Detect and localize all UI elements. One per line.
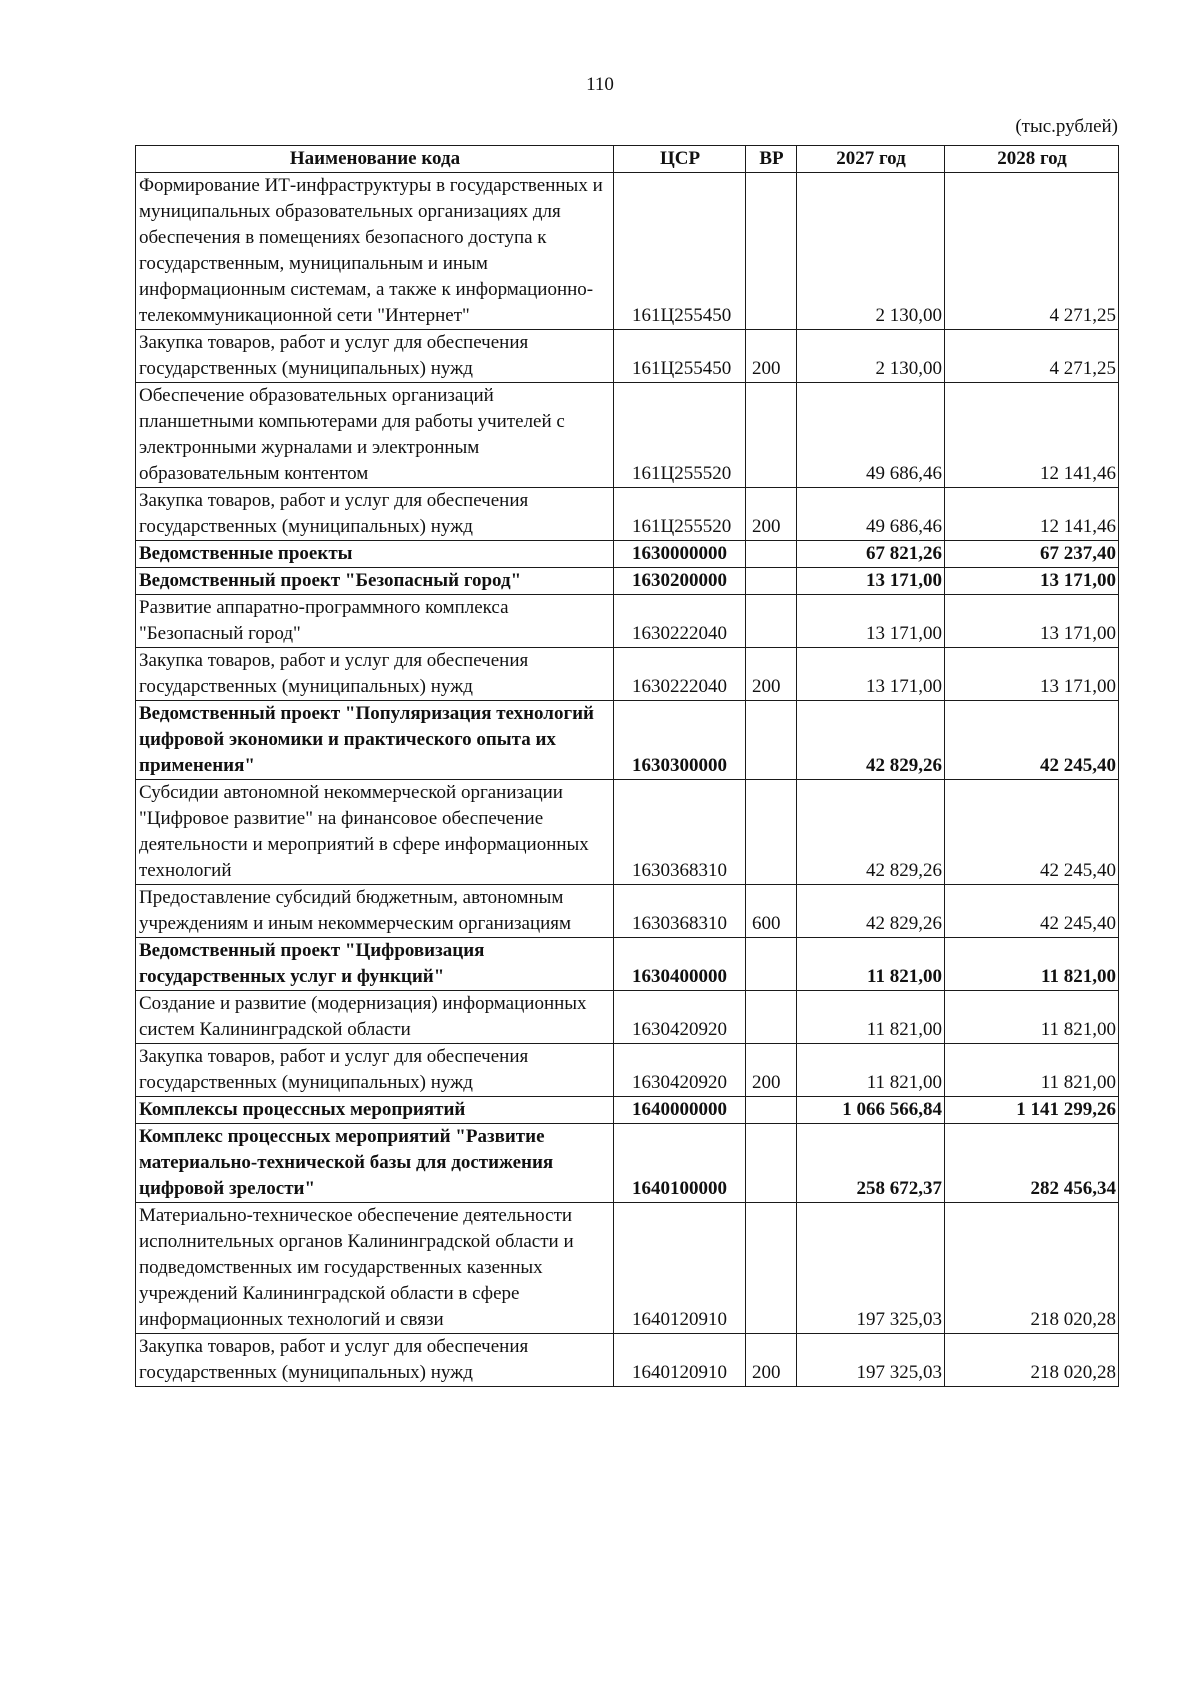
table-row <box>136 330 1119 383</box>
cell-2028: 1 141 299,26 <box>945 1097 1119 1124</box>
cell-2027: 13 171,00 <box>797 568 945 595</box>
table-row <box>136 488 1119 541</box>
table-row <box>136 595 1119 648</box>
cell-2028: 42 245,40 <box>945 885 1119 938</box>
cell-2027: 13 171,00 <box>797 595 945 648</box>
cell-vr <box>746 991 797 1044</box>
cell-name: Материально-техническое обеспечение деятельности исполнительных органов Калининградской области и подведомственных им государственных казенных учреждений Калининградской области в сфере информационных технологий и связи <box>136 1203 614 1334</box>
cell-csr: 1630368310 <box>614 885 746 938</box>
cell-2028: 12 141,46 <box>945 383 1119 488</box>
cell-2027: 11 821,00 <box>797 1044 945 1097</box>
cell-name: Формирование ИТ-инфраструктуры в государственных и муниципальных образовательных организациях для обеспечения в помещениях безопасного доступа к государственным, муниципальным и иным информационным системам, а также к информационно-телекоммуникационной сети "Интернет" <box>136 173 614 330</box>
cell-name: Развитие аппаратно-программного комплекса "Безопасный город" <box>136 595 614 648</box>
cell-vr <box>746 568 797 595</box>
table-header <box>136 146 1119 173</box>
cell-2027: 258 672,37 <box>797 1124 945 1203</box>
cell-name: Закупка товаров, работ и услуг для обеспечения государственных (муниципальных) нужд <box>136 488 614 541</box>
cell-2028: 42 245,40 <box>945 780 1119 885</box>
cell-2027: 1 066 566,84 <box>797 1097 945 1124</box>
cell-2027: 11 821,00 <box>797 991 945 1044</box>
cell-2028: 218 020,28 <box>945 1334 1119 1387</box>
table-row <box>136 173 1119 330</box>
cell-csr: 1630368310 <box>614 780 746 885</box>
table-row <box>136 885 1119 938</box>
cell-2028: 13 171,00 <box>945 595 1119 648</box>
table-row <box>136 1097 1119 1124</box>
cell-vr <box>746 1203 797 1334</box>
cell-2027: 2 130,00 <box>797 330 945 383</box>
cell-2027: 42 829,26 <box>797 885 945 938</box>
header-csr: ЦСР <box>614 146 746 173</box>
cell-2028: 11 821,00 <box>945 1044 1119 1097</box>
cell-2028: 218 020,28 <box>945 1203 1119 1334</box>
cell-2027: 197 325,03 <box>797 1203 945 1334</box>
cell-vr <box>746 938 797 991</box>
cell-2027: 42 829,26 <box>797 701 945 780</box>
cell-name: Субсидии автономной некоммерческой организации "Цифровое развитие" на финансовое обеспечение деятельности и мероприятий в сфере информационных технологий <box>136 780 614 885</box>
page-number: 110 <box>586 74 614 95</box>
cell-2028: 11 821,00 <box>945 938 1119 991</box>
cell-vr: 200 <box>746 330 797 383</box>
cell-2027: 49 686,46 <box>797 383 945 488</box>
header-vr: ВР <box>746 146 797 173</box>
table-row <box>136 541 1119 568</box>
cell-2028: 4 271,25 <box>945 173 1119 330</box>
cell-2028: 11 821,00 <box>945 991 1119 1044</box>
cell-vr <box>746 780 797 885</box>
table-row <box>136 1334 1119 1387</box>
cell-csr: 161Ц255520 <box>614 488 746 541</box>
cell-2028: 13 171,00 <box>945 568 1119 595</box>
header-name: Наименование кода <box>136 146 614 173</box>
cell-vr <box>746 701 797 780</box>
cell-2027: 197 325,03 <box>797 1334 945 1387</box>
table-row <box>136 383 1119 488</box>
cell-vr: 200 <box>746 1334 797 1387</box>
cell-csr: 1630000000 <box>614 541 746 568</box>
cell-2028: 42 245,40 <box>945 701 1119 780</box>
units-label: (тыс.рублей) <box>1015 116 1118 137</box>
cell-csr: 1630300000 <box>614 701 746 780</box>
cell-csr: 1630420920 <box>614 991 746 1044</box>
cell-csr: 1630200000 <box>614 568 746 595</box>
cell-csr: 1630222040 <box>614 595 746 648</box>
cell-2028: 282 456,34 <box>945 1124 1119 1203</box>
cell-name: Комплексы процессных мероприятий <box>136 1097 614 1124</box>
cell-name: Закупка товаров, работ и услуг для обеспечения государственных (муниципальных) нужд <box>136 330 614 383</box>
cell-name: Закупка товаров, работ и услуг для обеспечения государственных (муниципальных) нужд <box>136 1044 614 1097</box>
cell-vr: 200 <box>746 488 797 541</box>
cell-name: Обеспечение образовательных организаций планшетными компьютерами для работы учителей с электронными журналами и электронным образовательным контентом <box>136 383 614 488</box>
cell-name: Закупка товаров, работ и услуг для обеспечения государственных (муниципальных) нужд <box>136 1334 614 1387</box>
cell-vr: 600 <box>746 885 797 938</box>
header-2028: 2028 год <box>945 146 1119 173</box>
cell-vr <box>746 383 797 488</box>
cell-2027: 67 821,26 <box>797 541 945 568</box>
cell-csr: 161Ц255450 <box>614 173 746 330</box>
cell-vr: 200 <box>746 1044 797 1097</box>
cell-csr: 1630400000 <box>614 938 746 991</box>
table-row <box>136 648 1119 701</box>
cell-csr: 161Ц255520 <box>614 383 746 488</box>
cell-csr: 1640120910 <box>614 1334 746 1387</box>
cell-name: Ведомственный проект "Цифровизация государственных услуг и функций" <box>136 938 614 991</box>
header-2027: 2027 год <box>797 146 945 173</box>
cell-vr <box>746 595 797 648</box>
table-row <box>136 1203 1119 1334</box>
cell-name: Ведомственный проект "Безопасный город" <box>136 568 614 595</box>
budget-table <box>135 145 1119 1387</box>
cell-name: Комплекс процессных мероприятий "Развитие материально-технической базы для достижения цифровой зрелости" <box>136 1124 614 1203</box>
cell-vr <box>746 541 797 568</box>
table-row <box>136 991 1119 1044</box>
cell-2027: 13 171,00 <box>797 648 945 701</box>
cell-vr <box>746 173 797 330</box>
cell-2028: 12 141,46 <box>945 488 1119 541</box>
cell-name: Создание и развитие (модернизация) информационных систем Калининградской области <box>136 991 614 1044</box>
cell-2027: 2 130,00 <box>797 173 945 330</box>
cell-csr: 1640100000 <box>614 1124 746 1203</box>
cell-name: Ведомственный проект "Популяризация технологий цифровой экономики и практического опыта их применения" <box>136 701 614 780</box>
header-row <box>136 146 1119 173</box>
table-row <box>136 938 1119 991</box>
cell-2028: 67 237,40 <box>945 541 1119 568</box>
cell-vr <box>746 1097 797 1124</box>
table-body <box>136 173 1119 1387</box>
cell-csr: 1640000000 <box>614 1097 746 1124</box>
cell-csr: 1630222040 <box>614 648 746 701</box>
cell-name: Закупка товаров, работ и услуг для обеспечения государственных (муниципальных) нужд <box>136 648 614 701</box>
table-row <box>136 1124 1119 1203</box>
cell-2028: 4 271,25 <box>945 330 1119 383</box>
table-row <box>136 568 1119 595</box>
cell-csr: 1630420920 <box>614 1044 746 1097</box>
cell-vr <box>746 1124 797 1203</box>
cell-csr: 1640120910 <box>614 1203 746 1334</box>
cell-2027: 49 686,46 <box>797 488 945 541</box>
table-row <box>136 701 1119 780</box>
cell-csr: 161Ц255450 <box>614 330 746 383</box>
cell-2027: 11 821,00 <box>797 938 945 991</box>
cell-vr: 200 <box>746 648 797 701</box>
cell-name: Предоставление субсидий бюджетным, автономным учреждениям и иным некоммерческим организациям <box>136 885 614 938</box>
cell-2027: 42 829,26 <box>797 780 945 885</box>
table-row <box>136 1044 1119 1097</box>
table-row <box>136 780 1119 885</box>
cell-2028: 13 171,00 <box>945 648 1119 701</box>
cell-name: Ведомственные проекты <box>136 541 614 568</box>
